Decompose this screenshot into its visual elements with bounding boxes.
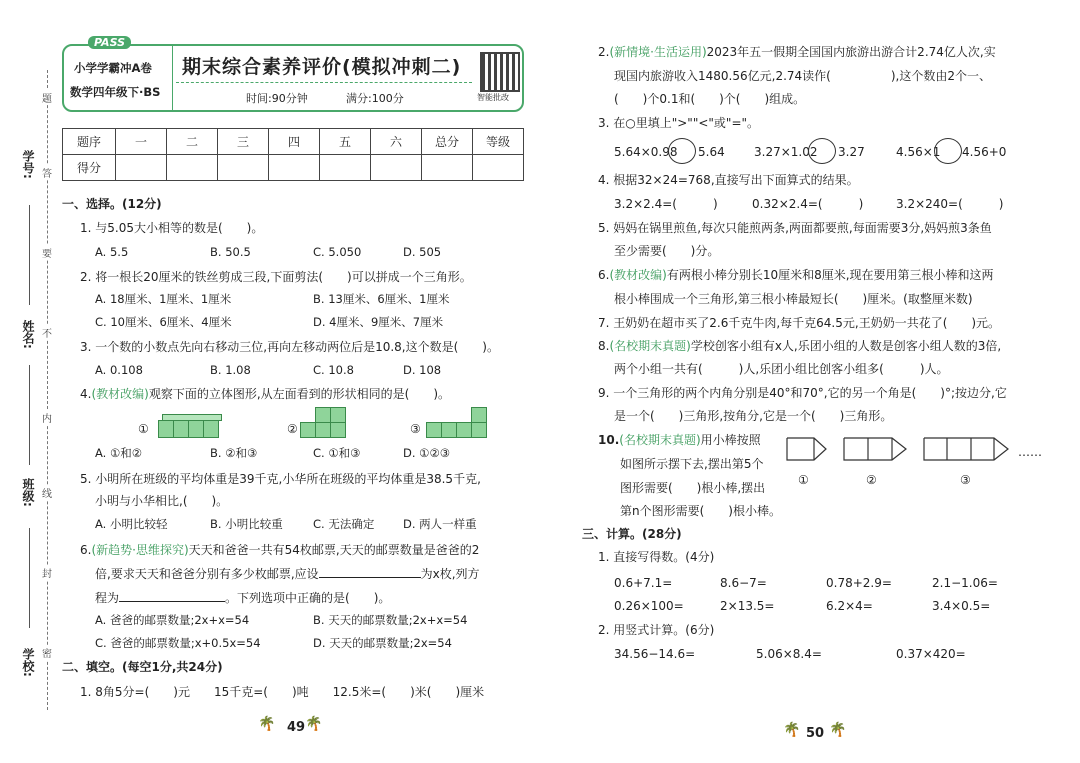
q5-option-a[interactable]: A. 小明比较轻 [95,517,168,531]
compare-circle-1[interactable] [668,138,696,164]
q5-option-b[interactable]: B. 小明比较重 [210,517,283,531]
section-2-title: 二、填空。(每空1分,共24分) [62,660,223,674]
score-table-header-row [63,129,524,155]
q4-text: 观察下面的立体图形,从左面看到的形状相同的是( )。 [148,387,451,401]
f10-continuation-dots: …… [1018,445,1042,459]
q6-option-c[interactable]: C. 爸爸的邮票数量;x+0.5x=54 [95,636,261,650]
question-4 [80,386,450,402]
fill-question-10-line-1 [598,432,761,448]
q2-option-d[interactable]: D. 4厘米、9厘米、7厘米 [313,315,444,329]
q1-option-c[interactable]: C. 5.050 [313,245,362,259]
q4-option-c[interactable]: C. ①和③ [313,446,361,460]
table-header-cell: 一 [116,129,167,155]
score-cell[interactable] [218,155,269,181]
fill-question-1: 1. 8角5分=( )元 15千克=( )吨 12.5米=( )米( )厘米 [80,685,485,699]
q1-option-b[interactable]: B. 50.5 [210,245,251,259]
table-header-cell: 总分 [422,129,473,155]
calc-item: 0.78+2.9= [826,576,892,590]
table-header-cell: 二 [167,129,218,155]
q4-number: 4. [80,387,92,401]
question-2: 2. 将一根长20厘米的铁丝剪成三段,下面剪法( )可以拼成一个三角形。 [80,270,472,284]
q4-option-a[interactable]: A. ①和② [95,446,143,460]
class-label: 班级: [21,478,35,507]
palm-icon: 🌴 [258,716,276,732]
binding-char: 不 [42,325,52,340]
fill-question-4: 4. 根据32×24=768,直接写出下面算式的结果。 [598,173,859,187]
series-name: 小学学霸冲A卷 [74,61,152,75]
calc-item: 6.2×4= [826,599,873,613]
student-id-label: 学号: [21,150,35,179]
fill-question-6-line-1 [598,267,994,283]
f3-expression-3-left: 4.56×1 [896,145,941,159]
score-cell[interactable] [167,155,218,181]
question-5-line-2: 小明与小华相比,( )。 [95,494,229,508]
score-cell[interactable] [320,155,371,181]
smart-grade-label: 智能批改 [477,93,509,102]
f8-text-1: 学校创客小组有x人,乐团小组的人数是创客小组人数的3倍, [690,339,1002,353]
calc-item: 2×13.5= [720,599,775,613]
f3-expression-2-right: 3.27 [838,145,865,159]
calc-question-1: 1. 直接写得数。(4分) [598,550,715,564]
compare-circle-3[interactable] [934,138,962,164]
f3-expression-2-left: 3.27×1.02 [754,145,818,159]
q6-answer-blank-2[interactable] [119,589,225,602]
q6-text-3b: 。下列选项中正确的是( )。 [225,591,391,605]
fill-question-6-line-2: 根小棒围成一个三角形,第三根小棒最短长( )厘米。(取整厘米数) [614,292,973,306]
question-5-line-1: 5. 小明所在班级的平均体重是39千克,小华所在班级的平均体重是38.5千克, [80,472,481,486]
score-cell[interactable] [473,155,524,181]
q4-figure-label-1: ① [138,422,149,436]
table-header-cell: 三 [218,129,269,155]
q2-option-b[interactable]: B. 13厘米、6厘米、1厘米 [313,292,450,306]
f8-tag: (名校期末真题) [609,339,691,353]
calc-item: 0.6+7.1= [614,576,673,590]
vertical-calc-item: 34.56−14.6= [614,647,696,661]
f4-item-1: 3.2×2.4=( ) [614,197,718,211]
f3-expression-1-right: 5.64 [698,145,725,159]
binding-char: 题 [42,90,52,105]
q5-option-c[interactable]: C. 无法确定 [313,517,375,531]
full-score: 满分:100分 [346,92,404,105]
school-label: 学校: [21,648,35,677]
q1-option-a[interactable]: A. 5.5 [95,245,129,259]
fill-question-8-line-1 [598,338,1001,354]
fill-question-5-line-2: 至少需要( )分。 [614,244,720,258]
f6-text-1: 有两根小棒分别长10厘米和8厘米,现在要用第三根小棒和这两 [666,268,994,282]
palm-icon: 🌴 [305,716,323,732]
score-table-row [63,155,524,181]
binding-char: 内 [42,410,52,425]
brand-logo: PASS [88,36,131,49]
section-3-title: 三、计算。(28分) [582,527,682,541]
table-header-cell: 题序 [63,129,116,155]
q6-answer-blank-1[interactable] [319,565,421,578]
table-header-cell: 等级 [473,129,524,155]
calc-item: 0.26×100= [614,599,684,613]
q6-option-a[interactable]: A. 爸爸的邮票数量;2x+x=54 [95,613,250,627]
question-3: 3. 一个数的小数点先向右移动三位,再向左移动两位后是10.8,这个数是( )。 [80,340,499,354]
vertical-calc-item: 0.37×420= [896,647,966,661]
page-title: 期末综合素养评价(模拟冲刺二) [182,56,462,78]
q3-option-c[interactable]: C. 10.8 [313,363,354,377]
fill-question-3: 3. 在○里填上">""<"或"="。 [598,116,760,130]
q3-option-d[interactable]: D. 108 [403,363,442,377]
q1-option-d[interactable]: D. 505 [403,245,442,259]
page-number-left: 49 [287,720,306,735]
f3-expression-1-left: 5.64×0.98 [614,145,678,159]
calc-item: 3.4×0.5= [932,599,991,613]
q4-tag: (教材改编) [91,387,149,401]
name-line [29,365,30,465]
calc-question-2: 2. 用竖式计算。(6分) [598,623,715,637]
name-label: 姓名: [21,320,35,349]
f8-number: 8. [598,339,610,353]
grade-label: 数学四年级下·BS [70,85,161,99]
f3-expression-3-right: 4.56+0 [962,145,1007,159]
series-block [64,36,173,110]
question-6-line-1 [80,542,479,558]
table-header-cell: 五 [320,129,371,155]
calc-item: 2.1−1.06= [932,576,998,590]
fill-question-2-line-1 [598,44,996,60]
fill-question-10-line-2: 如图所示摆下去,摆出第5个 [620,457,764,471]
compare-circle-2[interactable] [808,138,836,164]
score-table [62,128,524,181]
score-cell[interactable] [371,155,422,181]
question-6-line-3 [95,589,390,606]
question-1: 1. 与5.05大小相等的数是( )。 [80,221,264,235]
header-divider [176,82,472,83]
q4-option-b[interactable]: B. ②和③ [210,446,258,460]
q6-text-2a: 倍,要求天天和爸爸分别有多少枚邮票,应设 [95,567,319,581]
palm-icon: 🌴 [783,722,801,738]
page-number-right: 50 [806,726,825,741]
q3-option-b[interactable]: B. 1.08 [210,363,251,377]
score-cell[interactable] [422,155,473,181]
f10-tag: (名校期末真题) [619,433,701,447]
f10-figure-label-1: ① [798,473,809,487]
q6-text-1: 天天和爸爸一共有54枚邮票,天天的邮票数量是爸爸的2 [188,543,480,557]
f2-tag: (新情境·生活运用) [609,45,707,59]
binding-char: 要 [42,245,52,260]
fill-question-9-line-1: 9. 一个三角形的两个内角分别是40°和70°,它的另一个角是( )°;按边分,它 [598,386,1007,400]
q4-figure-label-2: ② [287,422,298,436]
binding-char: 密 [42,645,52,660]
score-cell[interactable] [116,155,167,181]
exam-header [62,36,524,112]
q6-text-2b: 为x枚,列方 [420,567,480,581]
q6-text-3a: 程为 [95,591,120,605]
q5-option-d[interactable]: D. 两人一样重 [403,517,477,531]
section-1-title: 一、选择。(12分) [62,197,162,211]
f4-item-3: 3.2×240=( ) [896,197,1004,211]
stick-pattern-figures [784,432,1044,468]
palm-icon: 🌴 [829,722,847,738]
q2-option-c[interactable]: C. 10厘米、6厘米、4厘米 [95,315,232,329]
f6-tag: (教材改编) [609,268,667,282]
table-header-cell: 四 [269,129,320,155]
time-limit: 时间:90分钟 [246,92,308,105]
q4-figure-label-3: ③ [410,422,421,436]
f2-text-1: 2023年五一假期全国国内旅游出游合计2.74亿人次,实 [706,45,996,59]
fill-question-2-line-2: 现国内旅游收入1480.56亿元,2.74读作( ),这个数由2个一、 [614,69,991,83]
q6-number: 6. [80,543,92,557]
calc-item: 8.6−7= [720,576,767,590]
fill-question-10-line-4: 第n个图形需要( )根小棒。 [620,504,781,518]
student-id-line [29,205,30,305]
f10-figure-label-2: ② [866,473,877,487]
class-line [29,528,30,628]
fill-question-10-line-3: 图形需要( )根小棒,摆出 [620,481,766,495]
binding-char: 封 [42,565,52,580]
f6-number: 6. [598,268,610,282]
fill-question-7: 7. 王奶奶在超市买了2.6千克牛肉,每千克64.5元,王奶奶一共花了( )元。 [598,316,1001,330]
f4-item-2: 0.32×2.4=( ) [752,197,864,211]
q6-option-d[interactable]: D. 天天的邮票数量;2x=54 [313,636,452,650]
q4-figure-2 [300,406,350,438]
fill-question-2-line-3: ( )个0.1和( )个( )组成。 [614,92,806,106]
fill-question-9-line-2: 是一个( )三角形,按角分,它是一个( )三角形。 [614,409,893,423]
q6-option-b[interactable]: B. 天天的邮票数量;2x+x=54 [313,613,468,627]
binding-char: 线 [42,485,52,500]
binding-char: 答 [42,165,52,180]
f10-number: 10. [598,433,620,447]
q4-figure-3 [426,406,494,438]
f10-text-1: 用小棒按照 [700,433,761,447]
vertical-calc-item: 5.06×8.4= [756,647,822,661]
q4-option-d[interactable]: D. ①②③ [403,446,451,460]
score-row-label: 得分 [63,155,116,181]
qr-code-icon[interactable] [480,52,520,92]
q4-figure-1 [158,414,220,438]
q3-option-a[interactable]: A. 0.108 [95,363,143,377]
question-6-line-2 [95,565,480,582]
table-header-cell: 六 [371,129,422,155]
fill-question-5-line-1: 5. 妈妈在锅里煎鱼,每次只能煎两条,两面都要煎,每面需要3分,妈妈煎3条鱼 [598,221,992,235]
q2-option-a[interactable]: A. 18厘米、1厘米、1厘米 [95,292,232,306]
q6-tag: (新趋势·思维探究) [91,543,189,557]
fill-question-8-line-2: 两个小组一共有( )人,乐团小组比创客小组多( )人。 [614,362,949,376]
score-cell[interactable] [269,155,320,181]
f2-number: 2. [598,45,610,59]
f10-figure-label-3: ③ [960,473,971,487]
